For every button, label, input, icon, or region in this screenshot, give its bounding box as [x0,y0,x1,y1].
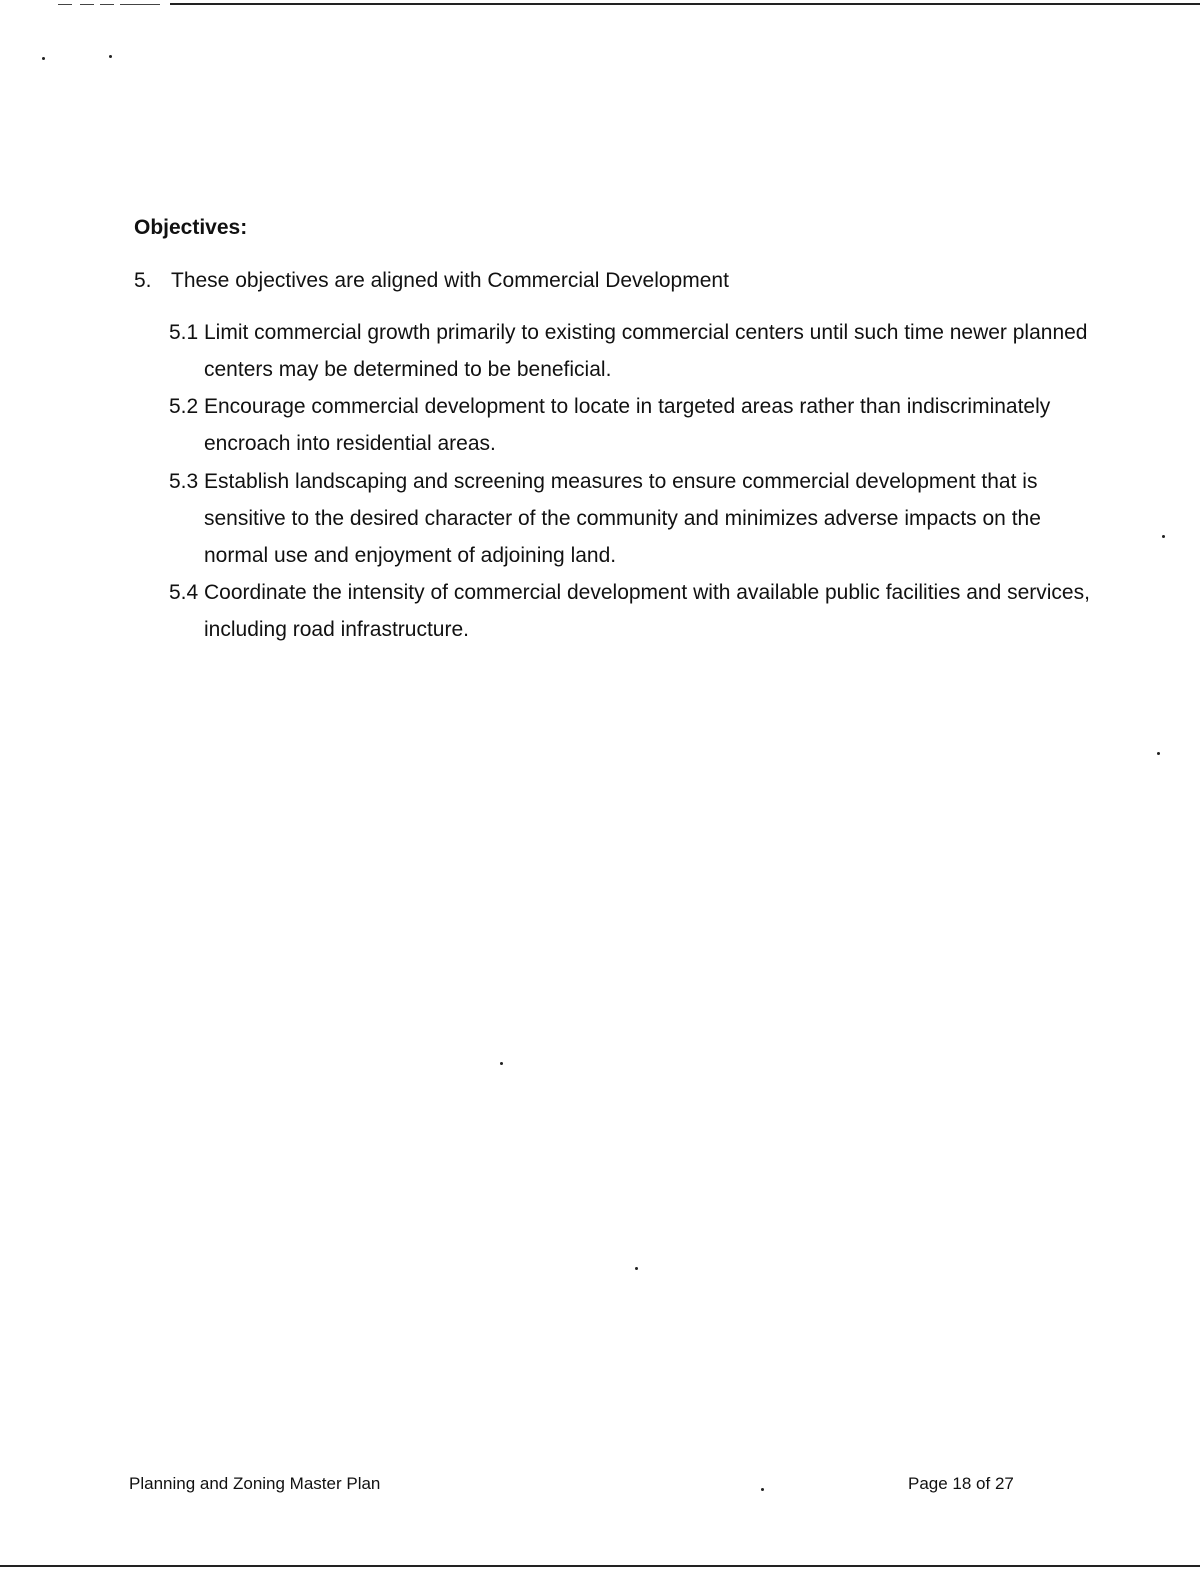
sub-objective-text: Coordinate the intensity of commercial development with available public facilities and services, including road infrastructure. [204,581,1090,641]
scan-speck [500,1062,503,1065]
top-rule [170,3,1200,5]
footer-page-number: Page 18 of 27 [908,1474,1014,1493]
objectives-heading: Objectives: [134,216,248,239]
sub-objective-5-4 [169,574,1104,648]
scan-speck [1157,752,1160,755]
top-rule-dash [80,4,94,5]
sub-objective-text: Encourage commercial development to locate in targeted areas rather than indiscriminately encroach into residential areas. [204,395,1051,455]
top-rule-dash [100,4,114,5]
scan-speck [761,1488,764,1491]
sub-objective-5-1 [169,314,1104,388]
sub-objective-number: 5.4 [169,581,199,604]
sub-objective-number: 5.2 [169,395,199,418]
sub-objective-5-2 [169,388,1104,462]
top-rule-dash [120,4,160,5]
sub-objective-5-3 [169,463,1104,574]
footer-document-title: Planning and Zoning Master Plan [129,1474,381,1493]
bottom-rule [0,1565,1200,1567]
sub-objective-text: Establish landscaping and screening measures to ensure commercial development that is sensitive to the desired character of the community and minimizes adverse impacts on the normal use and enjoyment of adjoining land. [204,470,1041,567]
scan-speck [42,57,45,60]
scan-speck [109,55,112,58]
scan-speck [635,1267,638,1270]
top-rule-dash [58,4,72,5]
scan-speck [1162,535,1165,538]
objective-item-5 [134,268,729,294]
sub-objective-text: Limit commercial growth primarily to existing commercial centers until such time newer planned centers may be determined to be beneficial. [204,321,1088,381]
sub-objective-number: 5.3 [169,470,199,493]
objective-number: 5. [134,269,152,292]
objective-text: These objectives are aligned with Commercial Development [171,269,729,292]
sub-objective-number: 5.1 [169,321,199,344]
